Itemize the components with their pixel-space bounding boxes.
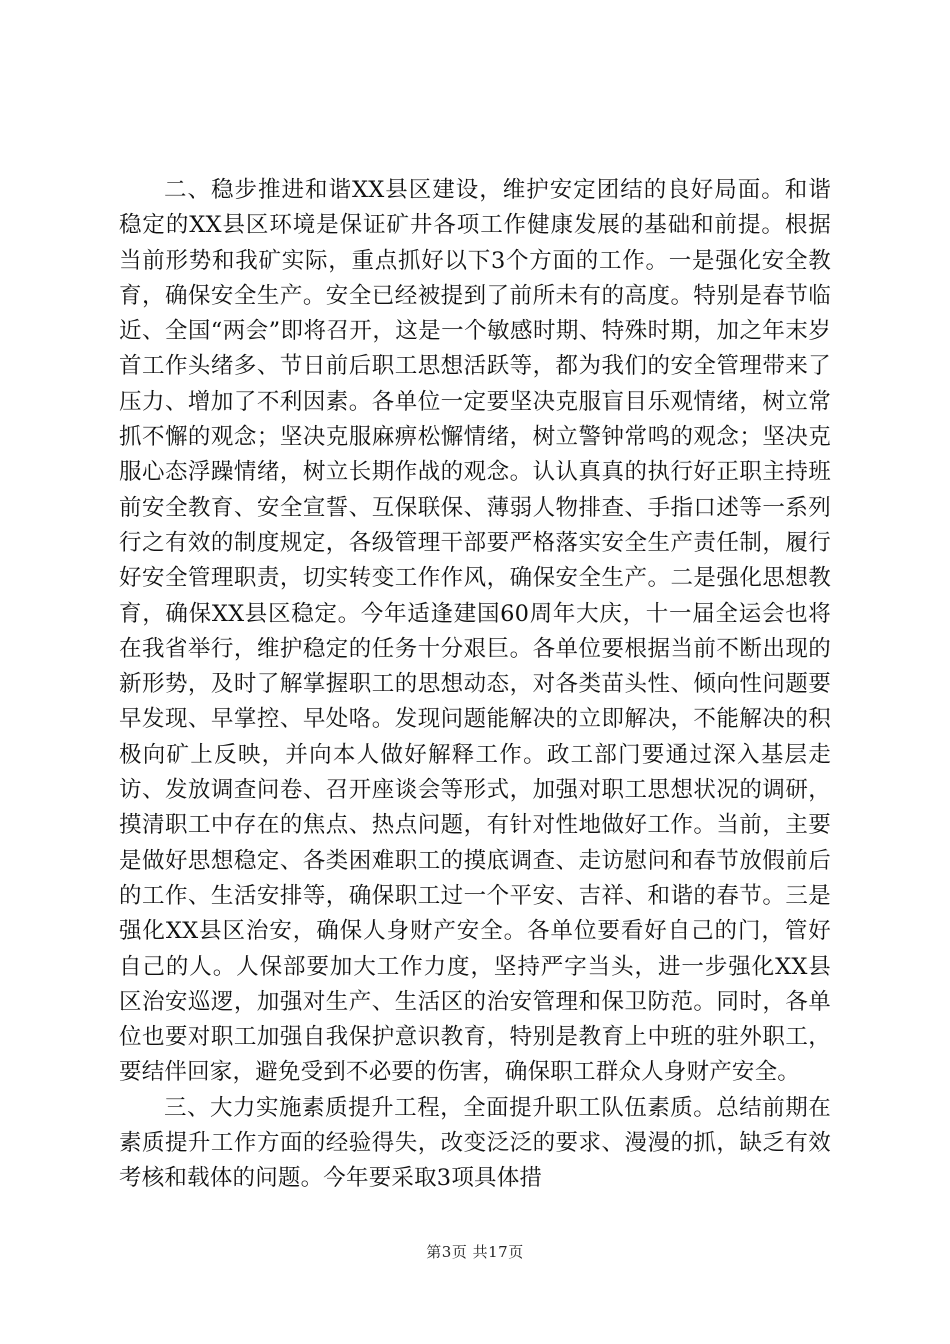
paragraph-section-three: 三、大力实施素质提升工程，全面提升职工队伍素质。总结前期在素质提升工作方面的经验得失，改变泛泛的要求、漫漫的抓，缺乏有效考核和载体的问题。今年要采取3项具体措: [119, 1094, 831, 1192]
page-number-footer: 第3页 共17页: [426, 1243, 524, 1261]
paragraph-section-two: 二、稳步推进和谐XX县区建设，维护安定团结的良好局面。和谐稳定的XX县区环境是保证矿井各项工作健康发展的基础和前提。根据当前形势和我矿实际，重点抓好以下3个方面的工作。一是强化安全教育，确保安全生产。安全已经被提到了前所未有的高度。特别是春节临近、全国“两会”即将召开，这是一个敏感时期、特殊时期，加之年末岁首工作头绪多、节日前后职工思想活跃等，都为我们的安全管理带来了压力、增加了不利因素。各单位一定要坚决克服盲目乐观情绪，树立常抓不懈的观念；坚决克服麻痹松懈情绪，树立警钟常鸣的观念；坚决克服心态浮躁情绪，树立长期作战的观念。认认真真的执行好正职主持班前安全教育、安全宣誓、互保联保、薄弱人物排查、手指口述等一系列行之有效的制度规定，各级管理干部要严格落实安全生产责任制，履行好安全管理职责，切实转变工作作风，确保安全生产。二是强化思想教育，确保XX县区稳定。今年适逢建国60周年大庆，十一届全运会也将在我省举行，维护稳定的任务十分艰巨。各单位要根据当前不断出现的新形势，及时了解掌握职工的思想动态，对各类苗头性、倾向性问题要早发现、早掌控、早处咯。发现问题能解决的立即解决，不能解决的积极向矿上反映，并向本人做好解释工作。政工部门要通过深入基层走访、发放调查问卷、召开座谈会等形式，加强对职工思想状况的调研，摸清职工中存在的焦点、热点问题，有针对性地做好工作。当前，主要是做好思想稳定、各类困难职工的摸底调查、走访慰问和春节放假前后的工作、生活安排等，确保职工过一个平安、吉祥、和谐的春节。三是强化XX县区治安，确保人身财产安全。各单位要看好自己的门，管好自己的人。人保部要加大工作力度，坚持严字当头，进一步强化XX县区治安巡逻，加强对生产、生活区的治安管理和保卫防范。同时，各单位也要对职工加强自我保护意识教育，特别是教育上中班的驻外职工，要结伴回家，避免受到不必要的伤害，确保职工群众人身财产安全。: [119, 177, 831, 1086]
document-body: [119, 173, 831, 1197]
